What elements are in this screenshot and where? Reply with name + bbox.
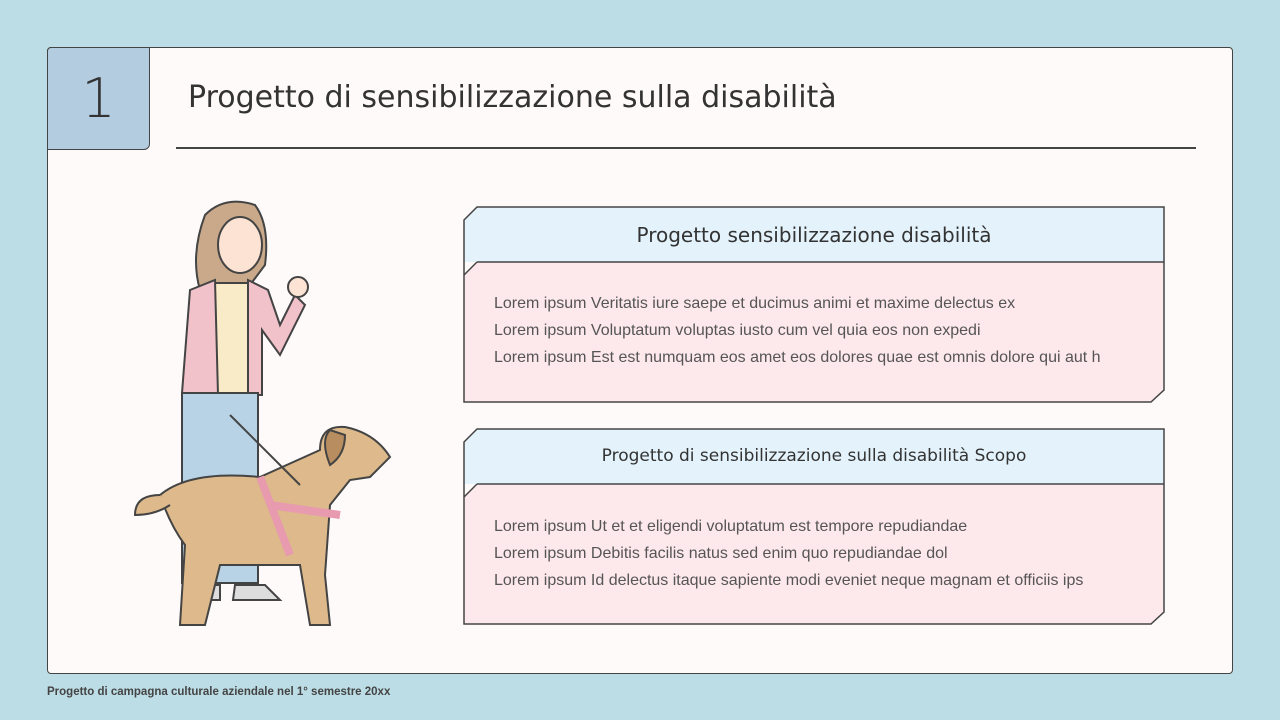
card-line: Lorem ipsum Debitis facilis natus sed enim quo repudiandae dol [494,545,948,562]
card-heading: Progetto sensibilizzazione disabilità [636,223,992,247]
card-line: Lorem ipsum Voluptatum voluptas iusto cum vel quia eos non expedi [494,322,981,339]
card-line: Lorem ipsum Id delectus itaque sapiente modi eveniet neque magnam et officiis ips [494,572,1084,589]
slide-number: 1 [47,47,150,150]
title-divider [176,147,1196,149]
page-title: Progetto di sensibilizzazione sulla disabilità [188,80,837,115]
info-card-2 [463,428,1165,625]
woman-with-guide-dog-illustration [130,195,400,630]
card-line: Lorem ipsum Veritatis iure saepe et ducimus animi et maxime delectus ex [494,295,1016,312]
card-line: Lorem ipsum Ut et et eligendi voluptatum est tempore repudiandae [494,518,968,535]
card-line: Lorem ipsum Est est numquam eos amet eos dolores quae est omnis dolore qui aut h [494,349,1101,366]
card-body [494,290,1101,371]
card-heading: Progetto di sensibilizzazione sulla disabilità Scopo [601,446,1027,466]
info-card-1 [463,206,1165,403]
card-body [494,513,1083,594]
footer-text: Progetto di campagna culturale aziendale nel 1° semestre 20xx [47,686,391,698]
